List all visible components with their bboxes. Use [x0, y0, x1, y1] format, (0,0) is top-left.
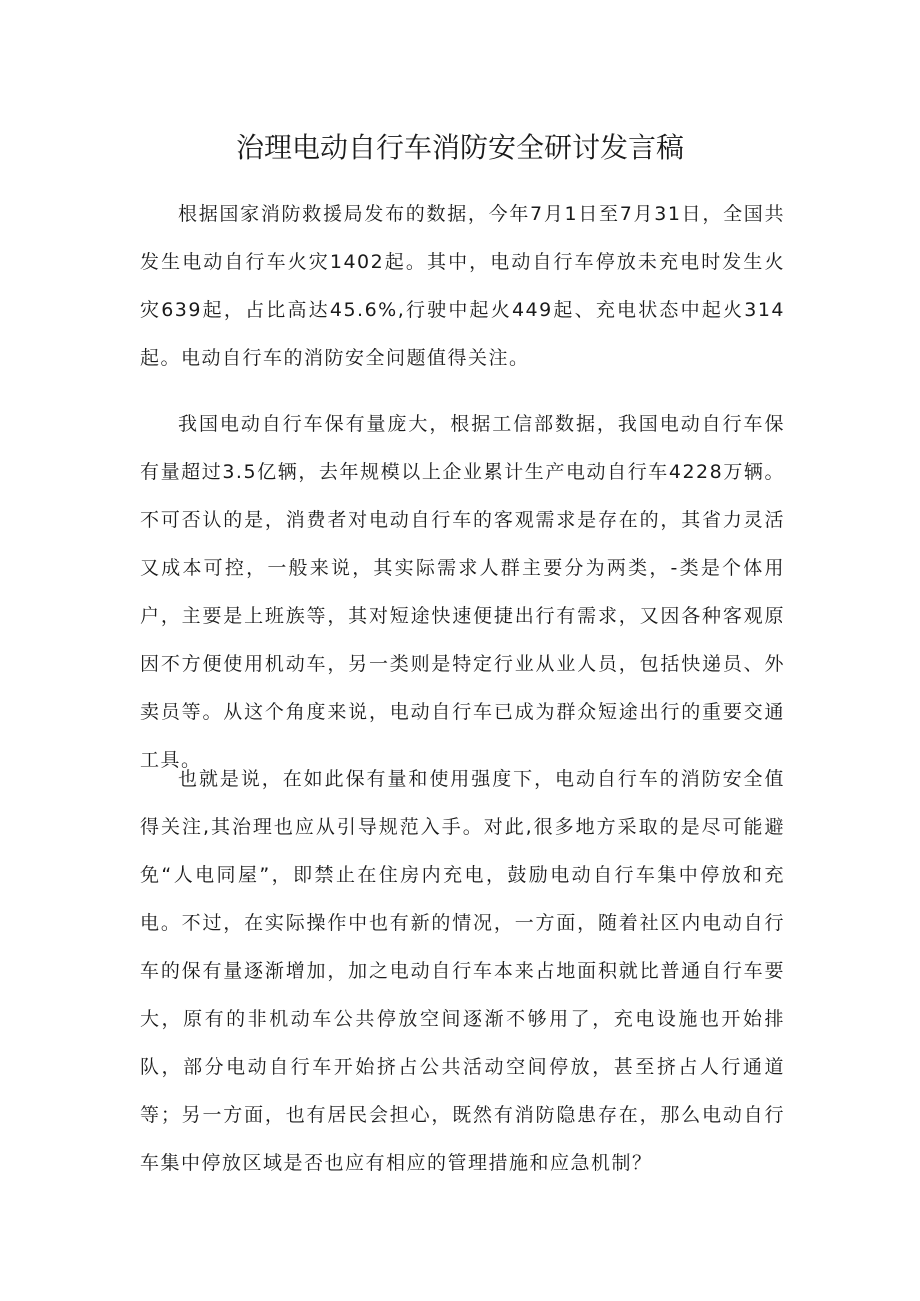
document-title: 治理电动自行车消防安全研讨发言稿 — [235, 131, 684, 164]
paragraph-fire-statistics: 根据国家消防救援局发布的数据，今年7月1日至7月31日，全国共发生电动自行车火灾1402起。其中，电动自行车停放未充电时发生火灾639起，占比高达45.6%,行驶中起火449起、充电状态中起火314起。电动自行车的消防安全问题值得关注。 — [140, 203, 785, 369]
paragraph-ownership-demand: 我国电动自行车保有量庞大，根据工信部数据，我国电动自行车保有量超过3.5亿辆，去年规模以上企业累计生产电动自行车4228万辆。不可否认的是，消费者对电动自行车的客观需求是存在的，其省力灵活又成本可控，一般来说，其实际需求人群主要分为两类，-类是个体用户，主要是上班族等，其对短途快速便捷出行有需求，又因各种客观原因不方便使用机动车，另一类则是特定行业从业人员，包括快递员、外卖员等。从这个角度来说，电动自行车已成为群众短途出行的重要交通工具。 — [140, 413, 785, 771]
paragraph-governance: 也就是说，在如此保有量和使用强度下，电动自行车的消防安全值得关注,其治理也应从引导规范入手。对此,很多地方采取的是尽可能避免“人电同屋”，即禁止在住房内充电，鼓励电动自行车集中停放和充电。不过，在实际操作中也有新的情况，一方面，随着社区内电动自行车的保有量逐渐增加，加之电动自行车本来占地面积就比普通自行车要大，原有的非机动车公共停放空间逐渐不够用了，充电设施也开始排队，部分电动自行车开始挤占公共活动空间停放，甚至挤占人行通道等；另一方面，也有居民会担心，既然有消防隐患存在，那么电动自行车集中停放区域是否也应有相应的管理措施和应急机制？ — [140, 768, 785, 1174]
